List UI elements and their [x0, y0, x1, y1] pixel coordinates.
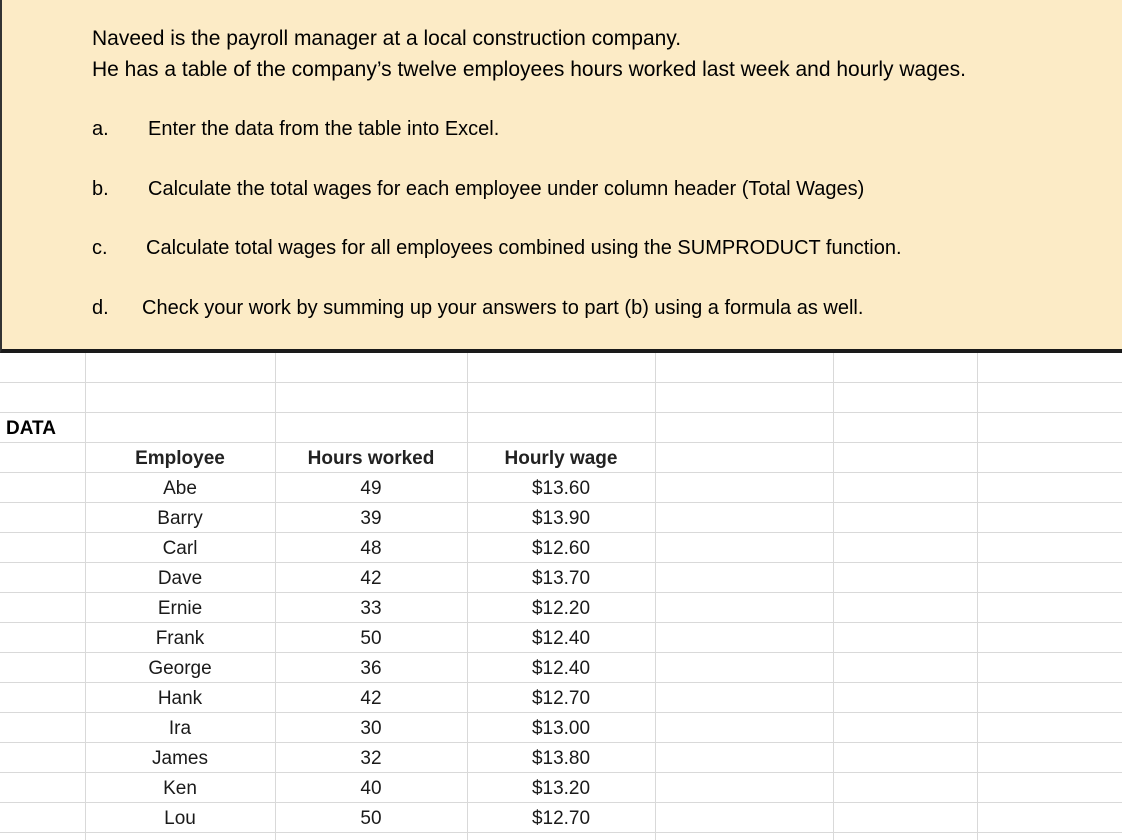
- employee-name-cell[interactable]: Carl: [162, 538, 198, 559]
- hours-worked-cell[interactable]: 33: [360, 598, 382, 619]
- row-divider: [0, 412, 1122, 413]
- question-d-letter: d.: [92, 297, 109, 319]
- header-employee: Employee: [135, 448, 225, 469]
- hourly-wage-cell[interactable]: $13.20: [531, 778, 591, 799]
- question-c-text: Calculate total wages for all employees combined using the SUMPRODUCT function.: [146, 237, 902, 259]
- hourly-wage-cell[interactable]: $13.60: [531, 478, 591, 499]
- employee-name-cell[interactable]: Frank: [155, 628, 205, 649]
- hourly-wage-cell[interactable]: $12.70: [531, 688, 591, 709]
- employee-name-cell[interactable]: Ernie: [157, 598, 203, 619]
- hours-worked-cell[interactable]: 49: [360, 478, 382, 499]
- hourly-wage-cell[interactable]: $12.60: [531, 538, 591, 559]
- question-a-letter: a.: [92, 118, 109, 140]
- employee-name-cell[interactable]: Dave: [157, 568, 203, 589]
- hours-worked-cell[interactable]: 40: [360, 778, 382, 799]
- question-b-letter: b.: [92, 178, 109, 200]
- employee-name-cell[interactable]: Hank: [157, 688, 203, 709]
- employee-name-cell[interactable]: George: [148, 658, 212, 679]
- hourly-wage-cell[interactable]: $13.00: [531, 718, 591, 739]
- hours-worked-cell[interactable]: 50: [360, 808, 382, 829]
- header-hours-worked: Hours worked: [307, 448, 435, 469]
- hours-worked-cell[interactable]: 42: [360, 688, 382, 709]
- column-divider: [977, 353, 978, 840]
- hourly-wage-cell[interactable]: $13.70: [531, 568, 591, 589]
- hourly-wage-cell[interactable]: $12.70: [531, 808, 591, 829]
- instructions-text-box[interactable]: [0, 0, 1122, 353]
- hourly-wage-cell[interactable]: $12.20: [531, 598, 591, 619]
- employee-name-cell[interactable]: Ira: [168, 718, 192, 739]
- question-a-text: Enter the data from the table into Excel.: [148, 118, 500, 140]
- header-hourly-wage: Hourly wage: [504, 448, 618, 469]
- hours-worked-cell[interactable]: 36: [360, 658, 382, 679]
- hours-worked-cell[interactable]: 50: [360, 628, 382, 649]
- intro-line-1: Naveed is the payroll manager at a local construction company.: [92, 27, 682, 50]
- employee-name-cell[interactable]: James: [152, 748, 208, 769]
- employee-name-cell[interactable]: Ken: [163, 778, 197, 799]
- hourly-wage-cell[interactable]: $13.80: [531, 748, 591, 769]
- column-divider: [833, 353, 834, 840]
- cell-grid[interactable]: [0, 353, 1122, 840]
- hourly-wage-cell[interactable]: $13.90: [531, 508, 591, 529]
- employee-name-cell[interactable]: Barry: [157, 508, 203, 529]
- hourly-wage-cell[interactable]: $12.40: [531, 658, 591, 679]
- hours-worked-cell[interactable]: 42: [360, 568, 382, 589]
- question-d-text: Check your work by summing up your answers to part (b) using a formula as well.: [142, 297, 864, 319]
- intro-line-2: He has a table of the company’s twelve employees hours worked last week and hourly wages.: [92, 58, 966, 81]
- hourly-wage-cell[interactable]: $12.40: [531, 628, 591, 649]
- row-divider: [0, 382, 1122, 383]
- hours-worked-cell[interactable]: 39: [360, 508, 382, 529]
- row-divider: [0, 442, 1122, 443]
- data-label: DATA: [6, 418, 56, 439]
- employee-name-cell[interactable]: Abe: [163, 478, 197, 499]
- hours-worked-cell[interactable]: 32: [360, 748, 382, 769]
- column-divider: [655, 353, 656, 840]
- hours-worked-cell[interactable]: 30: [360, 718, 382, 739]
- question-c-letter: c.: [92, 237, 108, 259]
- employee-name-cell[interactable]: Lou: [164, 808, 196, 829]
- hours-worked-cell[interactable]: 48: [360, 538, 382, 559]
- question-b-text: Calculate the total wages for each employee under column header (Total Wages): [148, 178, 865, 200]
